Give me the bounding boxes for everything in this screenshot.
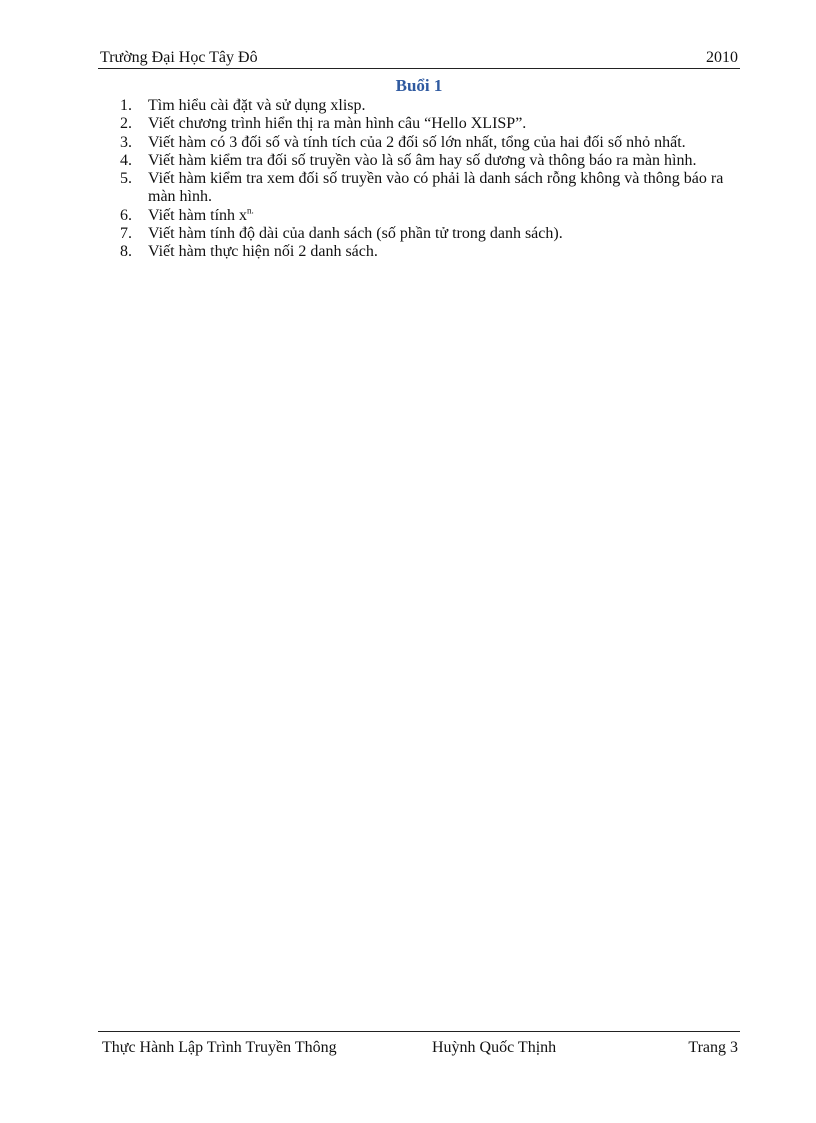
page-header (98, 48, 740, 69)
task-list (98, 97, 740, 262)
list-item (98, 243, 740, 261)
list-item (98, 170, 740, 207)
page-title: Buổi 1 (395, 76, 443, 95)
list-item-number: 2. (120, 115, 132, 133)
list-item-text: Viết chương trình hiển thị ra màn hình câu “Hello XLISP”. (148, 115, 527, 133)
list-item (98, 134, 740, 152)
list-item (98, 207, 740, 225)
footer-author: Huỳnh Quốc Thịnh (432, 1039, 557, 1056)
list-item-number: 8. (120, 243, 132, 261)
footer-course-name: Thực Hành Lập Trình Truyền Thông (102, 1039, 337, 1056)
list-item-number: 4. (120, 151, 132, 169)
list-item (98, 115, 740, 133)
list-item-number: 7. (120, 225, 132, 243)
list-item-text: Viết hàm tính độ dài của danh sách (số phần tử trong danh sách). (148, 225, 563, 243)
list-item-text: Viết hàm có 3 đối số và tính tích của 2 đối số lớn nhất, tổng của hai đối số nhỏ nhất. (148, 133, 686, 151)
header-school-name: Trường Đại Học Tây Đô (100, 49, 258, 66)
footer-page-number: Trang 3 (688, 1039, 738, 1056)
list-item-number: 1. (120, 97, 132, 114)
list-item (98, 152, 740, 170)
list-item-number: 5. (120, 170, 132, 188)
list-item-text: Viết hàm tính x (148, 206, 248, 224)
list-item-text: Tìm hiểu cài đặt và sử dụng xlisp. (148, 97, 366, 114)
list-item-text: Viết hàm kiểm tra đối số truyền vào là số âm hay số dương và thông báo ra màn hình. (148, 151, 697, 169)
list-item (98, 225, 740, 243)
list-item-number: 6. (120, 206, 132, 224)
exponent-superscript: n. (247, 205, 254, 216)
list-item (98, 97, 740, 115)
page-footer (98, 1031, 740, 1062)
list-item-text: Viết hàm kiểm tra xem đối số truyền vào có phải là danh sách rỗng không và thông báo ra màn hình. (148, 170, 724, 206)
list-item-text: Viết hàm thực hiện nối 2 danh sách. (148, 243, 378, 261)
header-year: 2010 (706, 49, 738, 66)
list-item-number: 3. (120, 133, 132, 151)
